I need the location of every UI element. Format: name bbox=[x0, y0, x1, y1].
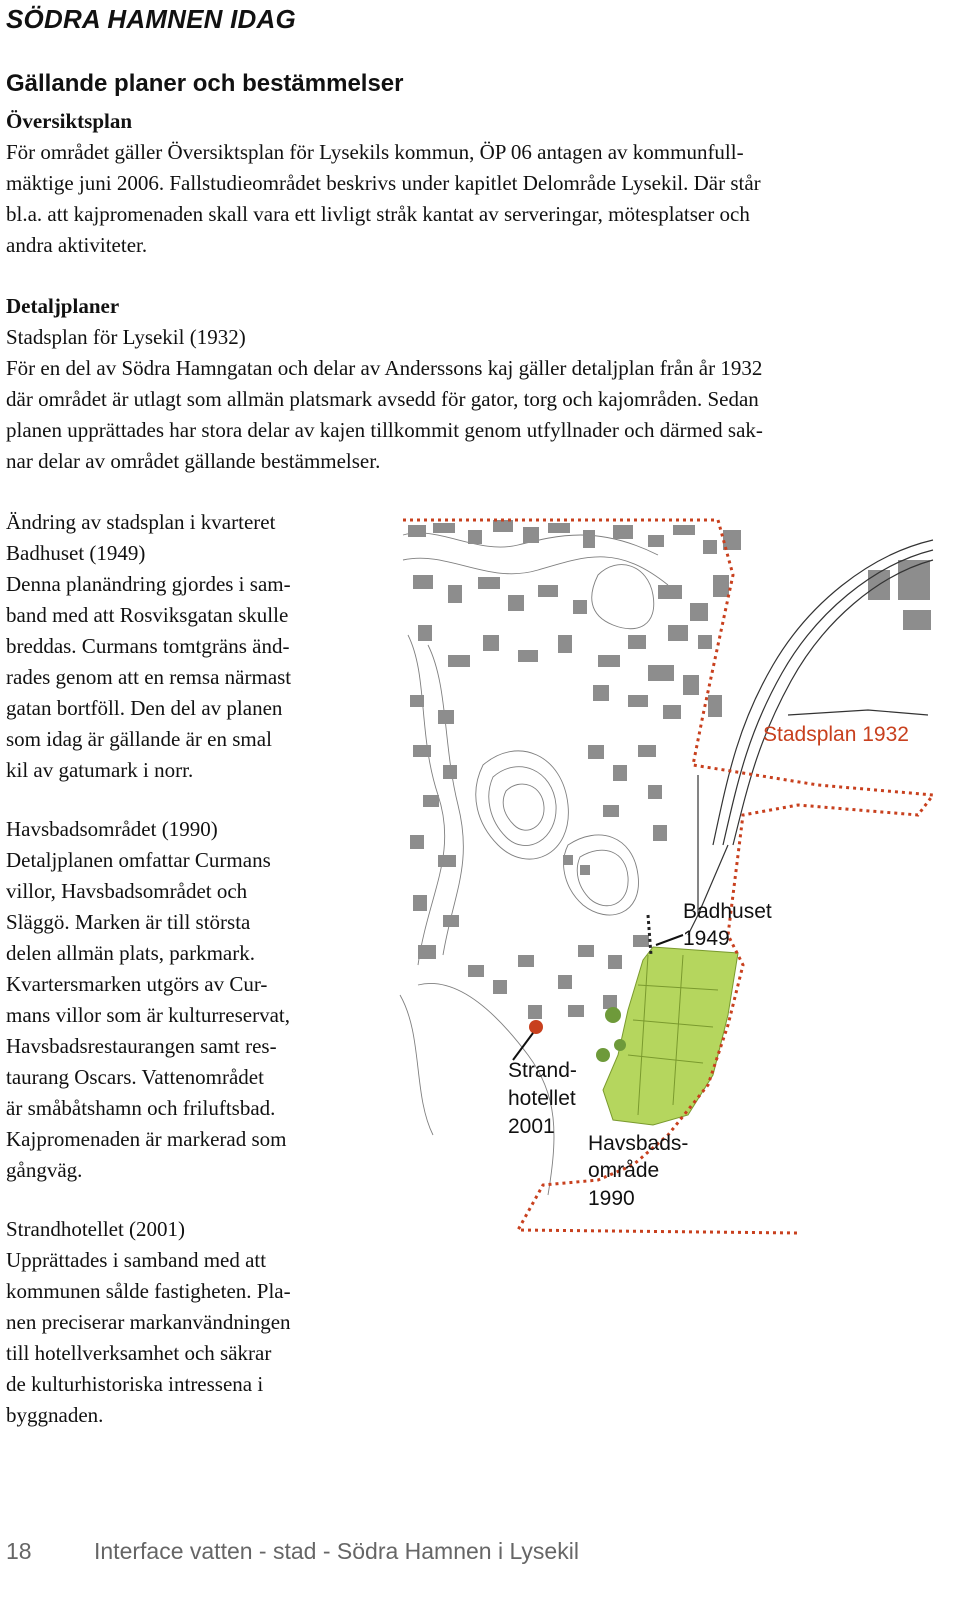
havsbad-section bbox=[6, 814, 366, 1186]
paragraph-line: Denna planändring gjordes i sam- bbox=[6, 572, 291, 596]
paragraph-line: Kvartersmarken utgörs av Cur- bbox=[6, 972, 268, 996]
label-strandhotellet-2: hotellet bbox=[508, 1087, 576, 1110]
label-strandhotellet-year: 2001 bbox=[508, 1115, 555, 1138]
paragraph-line: kil av gatumark i norr. bbox=[6, 758, 194, 782]
paragraph-line: Upprättades i samband med att bbox=[6, 1248, 267, 1272]
paragraph-line: band med att Rosviksgatan skulle bbox=[6, 603, 289, 627]
footer-text: Interface vatten - stad - Södra Hamnen i Lysekil bbox=[94, 1538, 579, 1564]
paragraph-line: nar delar av området gällande bestämmelser. bbox=[6, 449, 381, 473]
paragraph-line: Kajpromenaden är markerad som bbox=[6, 1127, 287, 1151]
label-havsbad-2: område bbox=[588, 1159, 660, 1182]
paragraph-line: taurang Oscars. Vattenområdet bbox=[6, 1065, 264, 1089]
detaljplaner-section bbox=[6, 291, 931, 477]
detaljplaner-heading: Detaljplaner bbox=[6, 294, 120, 318]
paragraph-line: där området är utlagt som allmän platsmark avsedd för gator, torg och kajområden. Sedan bbox=[6, 387, 759, 411]
detaljplaner-subtitle: Stadsplan för Lysekil (1932) bbox=[6, 325, 246, 349]
paragraph-line: andra aktiviteter. bbox=[6, 233, 148, 257]
label-havsbad: Havsbads- bbox=[588, 1132, 689, 1155]
label-badhuset-year: 1949 bbox=[683, 927, 730, 950]
section-heading: Gällande planer och bestämmelser bbox=[6, 70, 404, 97]
andring-section bbox=[6, 507, 366, 786]
strandhotellet-marker bbox=[529, 1020, 543, 1034]
paragraph-line: delen allmän plats, parkmark. bbox=[6, 941, 255, 965]
paragraph-line: mans villor som är kulturreservat, bbox=[6, 1003, 291, 1027]
label-strandhotellet: Strand- bbox=[508, 1059, 577, 1082]
paragraph-line: de kulturhistoriska intressena i bbox=[6, 1372, 264, 1396]
paragraph-line: nen preciserar markanvändningen bbox=[6, 1310, 291, 1334]
page-title: SÖDRA HAMNEN IDAG bbox=[6, 4, 296, 34]
paragraph-line: planen upprättades har stora delar av kajen tillkommit genom utfyllnader och därmed sak- bbox=[6, 418, 763, 442]
label-havsbad-year: 1990 bbox=[588, 1187, 635, 1210]
paragraph-line: Detaljplanen omfattar Curmans bbox=[6, 848, 271, 872]
paragraph-line: Ändring av stadsplan i kvarteret bbox=[6, 510, 276, 534]
page-footer bbox=[6, 1538, 579, 1565]
paragraph-line: Badhuset (1949) bbox=[6, 541, 146, 565]
paragraph-line: breddas. Curmans tomtgräns änd- bbox=[6, 634, 290, 658]
paragraph-line: För området gäller Översiktsplan för Lysekils kommun, ÖP 06 antagen av kommunfull- bbox=[6, 140, 744, 164]
paragraph-line: Släggö. Marken är till största bbox=[6, 910, 251, 934]
paragraph-line: som idag är gällande är en smal bbox=[6, 727, 272, 751]
paragraph-line: För en del av Södra Hamngatan och delar av Anderssons kaj gäller detaljplan från år 1932 bbox=[6, 356, 763, 380]
paragraph-line: bl.a. att kajpromenaden skall vara ett livligt stråk kantat av serveringar, mötesplatser och bbox=[6, 202, 750, 226]
paragraph-line: gatan bortföll. Den del av planen bbox=[6, 696, 283, 720]
oversiktsplan-section bbox=[6, 106, 931, 261]
paragraph-line: villor, Havsbadsområdet och bbox=[6, 879, 248, 903]
page-number: 18 bbox=[6, 1538, 32, 1564]
strandhotellet-section bbox=[6, 1214, 366, 1431]
paragraph-line: Strandhotellet (2001) bbox=[6, 1217, 186, 1241]
label-badhuset: Badhuset bbox=[683, 900, 772, 923]
oversiktsplan-heading: Översiktsplan bbox=[6, 109, 133, 133]
paragraph-line: kommunen sålde fastigheten. Pla- bbox=[6, 1279, 291, 1303]
paragraph-line: byggnaden. bbox=[6, 1403, 104, 1427]
paragraph-line: rades genom att en remsa närmast bbox=[6, 665, 292, 689]
paragraph-line: mäktige juni 2006. Fallstudieområdet beskrivs under kapitlet Delområde Lysekil. Där står bbox=[6, 171, 761, 195]
paragraph-line: Havsbadsområdet (1990) bbox=[6, 817, 218, 841]
paragraph-line: är småbåtshamn och friluftsbad. bbox=[6, 1096, 276, 1120]
paragraph-line: till hotellverksamhet och säkrar bbox=[6, 1341, 272, 1365]
paragraph-line: gångväg. bbox=[6, 1158, 83, 1182]
label-stadsplan: Stadsplan 1932 bbox=[763, 723, 909, 746]
paragraph-line: Havsbadsrestaurangen samt res- bbox=[6, 1034, 277, 1058]
plan-map bbox=[398, 515, 938, 1245]
